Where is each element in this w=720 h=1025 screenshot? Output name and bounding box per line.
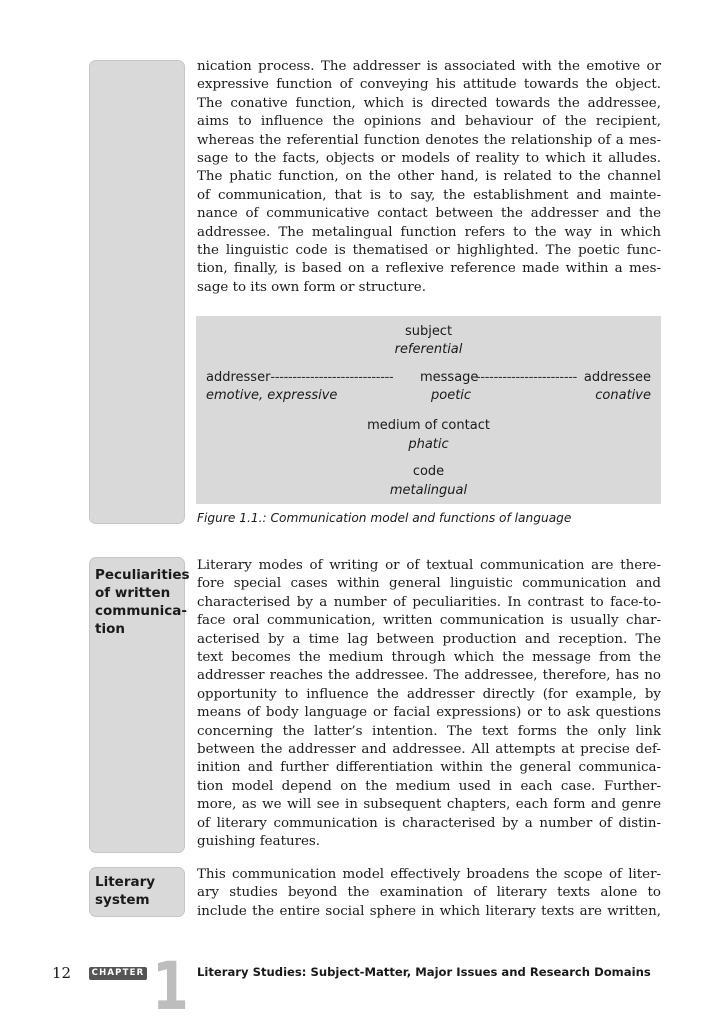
text-line: of literary communication is characterised by a number of distin- <box>197 815 661 831</box>
text-line: addressee. The metalingual function refers to the way in which <box>197 224 661 240</box>
text-line: This communication model effectively broadens the scope of liter- <box>197 867 661 882</box>
text-line: whereas the referential function denotes the relationship of a mes- <box>197 132 661 148</box>
margin-box-literary-system <box>89 867 185 917</box>
fig-metalingual: metalingual <box>389 483 468 498</box>
fig-message: message <box>420 370 479 385</box>
communication-model-figure <box>196 316 661 504</box>
paragraph-functions <box>197 58 661 297</box>
text-line: include the entire social sphere in which literary texts are written, <box>197 903 661 919</box>
fig-conative: conative <box>595 388 651 403</box>
text-line: concerning the latter’s intention. The text forms the only link <box>197 723 661 739</box>
text-line: Literary modes of writing or of textual communication are there- <box>197 558 661 573</box>
paragraph-peculiarities <box>197 557 661 852</box>
fig-poetic: poetic <box>431 388 472 403</box>
fig-dashes-right: ----------------------- <box>476 370 577 385</box>
text-line: between the addresser and addressee. All attempts at precise def- <box>197 742 661 758</box>
text-line: sage to the facts, objects or models of reality to which it alludes. <box>197 151 661 167</box>
fig-addressee: addressee <box>583 370 651 385</box>
fig-emotive: emotive, expressive <box>206 388 338 403</box>
text-line: tion model depend on the medium used in each case. Further- <box>197 778 661 794</box>
text-line: addresser reaches the addressee. The addressee, therefore, has no <box>197 668 661 684</box>
text-line: means of body language or facial expressions) or to ask questions <box>197 705 661 721</box>
fig-dashes-left: ---------------------------- <box>270 370 394 385</box>
margin-note-line: Peculiarities <box>95 567 190 583</box>
text-line: nication process. The addresser is associated with the emotive or <box>197 59 661 74</box>
margin-box-peculiarities <box>89 557 190 853</box>
text-line: ary studies beyond the examination of literary texts alone to <box>197 885 661 901</box>
fig-code: code <box>412 464 445 479</box>
page-number: 12 <box>52 964 72 982</box>
text-line: nance of communicative contact between the addresser and the <box>197 206 661 222</box>
chapter-badge: CHAPTER <box>89 967 147 980</box>
fig-phatic: phatic <box>408 437 449 452</box>
text-line: of communication, that is to say, the establishment and mainte- <box>197 187 661 203</box>
paragraph-literary-system <box>197 866 661 921</box>
margin-note-line: communica- <box>95 603 187 619</box>
fig-subject: subject <box>404 324 453 339</box>
margin-note-line: of written <box>95 585 171 601</box>
text-line: fore special cases within general linguistic communication and <box>197 576 661 592</box>
text-line: acterised by a time lag between production and reception. The <box>197 631 661 647</box>
margin-note-peculiarities <box>90 558 190 638</box>
text-line: sage to its own form or structure. <box>197 279 426 295</box>
text-line: the linguistic code is thematised or highlighted. The poetic func- <box>197 243 661 259</box>
text-line: more, as we will see in subsequent chapters, each form and genre <box>197 797 661 813</box>
text-line: tion, finally, is based on a reflexive reference made within a mes- <box>197 261 661 277</box>
running-title: Literary Studies: Subject-Matter, Major Issues and Research Domains <box>197 965 651 979</box>
margin-note-literary-system <box>90 868 184 909</box>
text-line: characterised by a number of peculiarities. In contrast to face-to- <box>197 594 661 610</box>
margin-box-top <box>89 60 185 524</box>
text-line: expressive function of conveying his attitude towards the object. <box>197 77 661 93</box>
text-line: The conative function, which is directed towards the addressee, <box>197 95 661 111</box>
text-line: opportunity to influence the addresser directly (for example, by <box>197 686 661 702</box>
text-line: aims to influence the opinions and behaviour of the recipient, <box>197 114 661 130</box>
fig-addresser: addresser <box>206 370 271 385</box>
fig-referential: referential <box>394 342 463 357</box>
chapter-number: 1 <box>152 948 189 1025</box>
margin-note-line: system <box>95 892 150 908</box>
margin-note-line: Literary <box>95 874 156 890</box>
figure-caption: Figure 1.1.: Communication model and functions of language <box>197 511 572 525</box>
fig-medium: medium of contact <box>367 418 490 433</box>
text-line: inition and further differentiation within the general communica- <box>197 760 661 776</box>
text-line: The phatic function, on the other hand, is related to the channel <box>197 169 661 185</box>
text-line: text becomes the medium through which the message from the <box>197 650 661 666</box>
margin-note-line: tion <box>95 621 125 637</box>
page-footer <box>0 948 720 1025</box>
text-line: guishing features. <box>197 834 321 850</box>
text-line: face oral communication, written communication is usually char- <box>197 613 661 629</box>
fig-addresser-group <box>206 369 393 387</box>
